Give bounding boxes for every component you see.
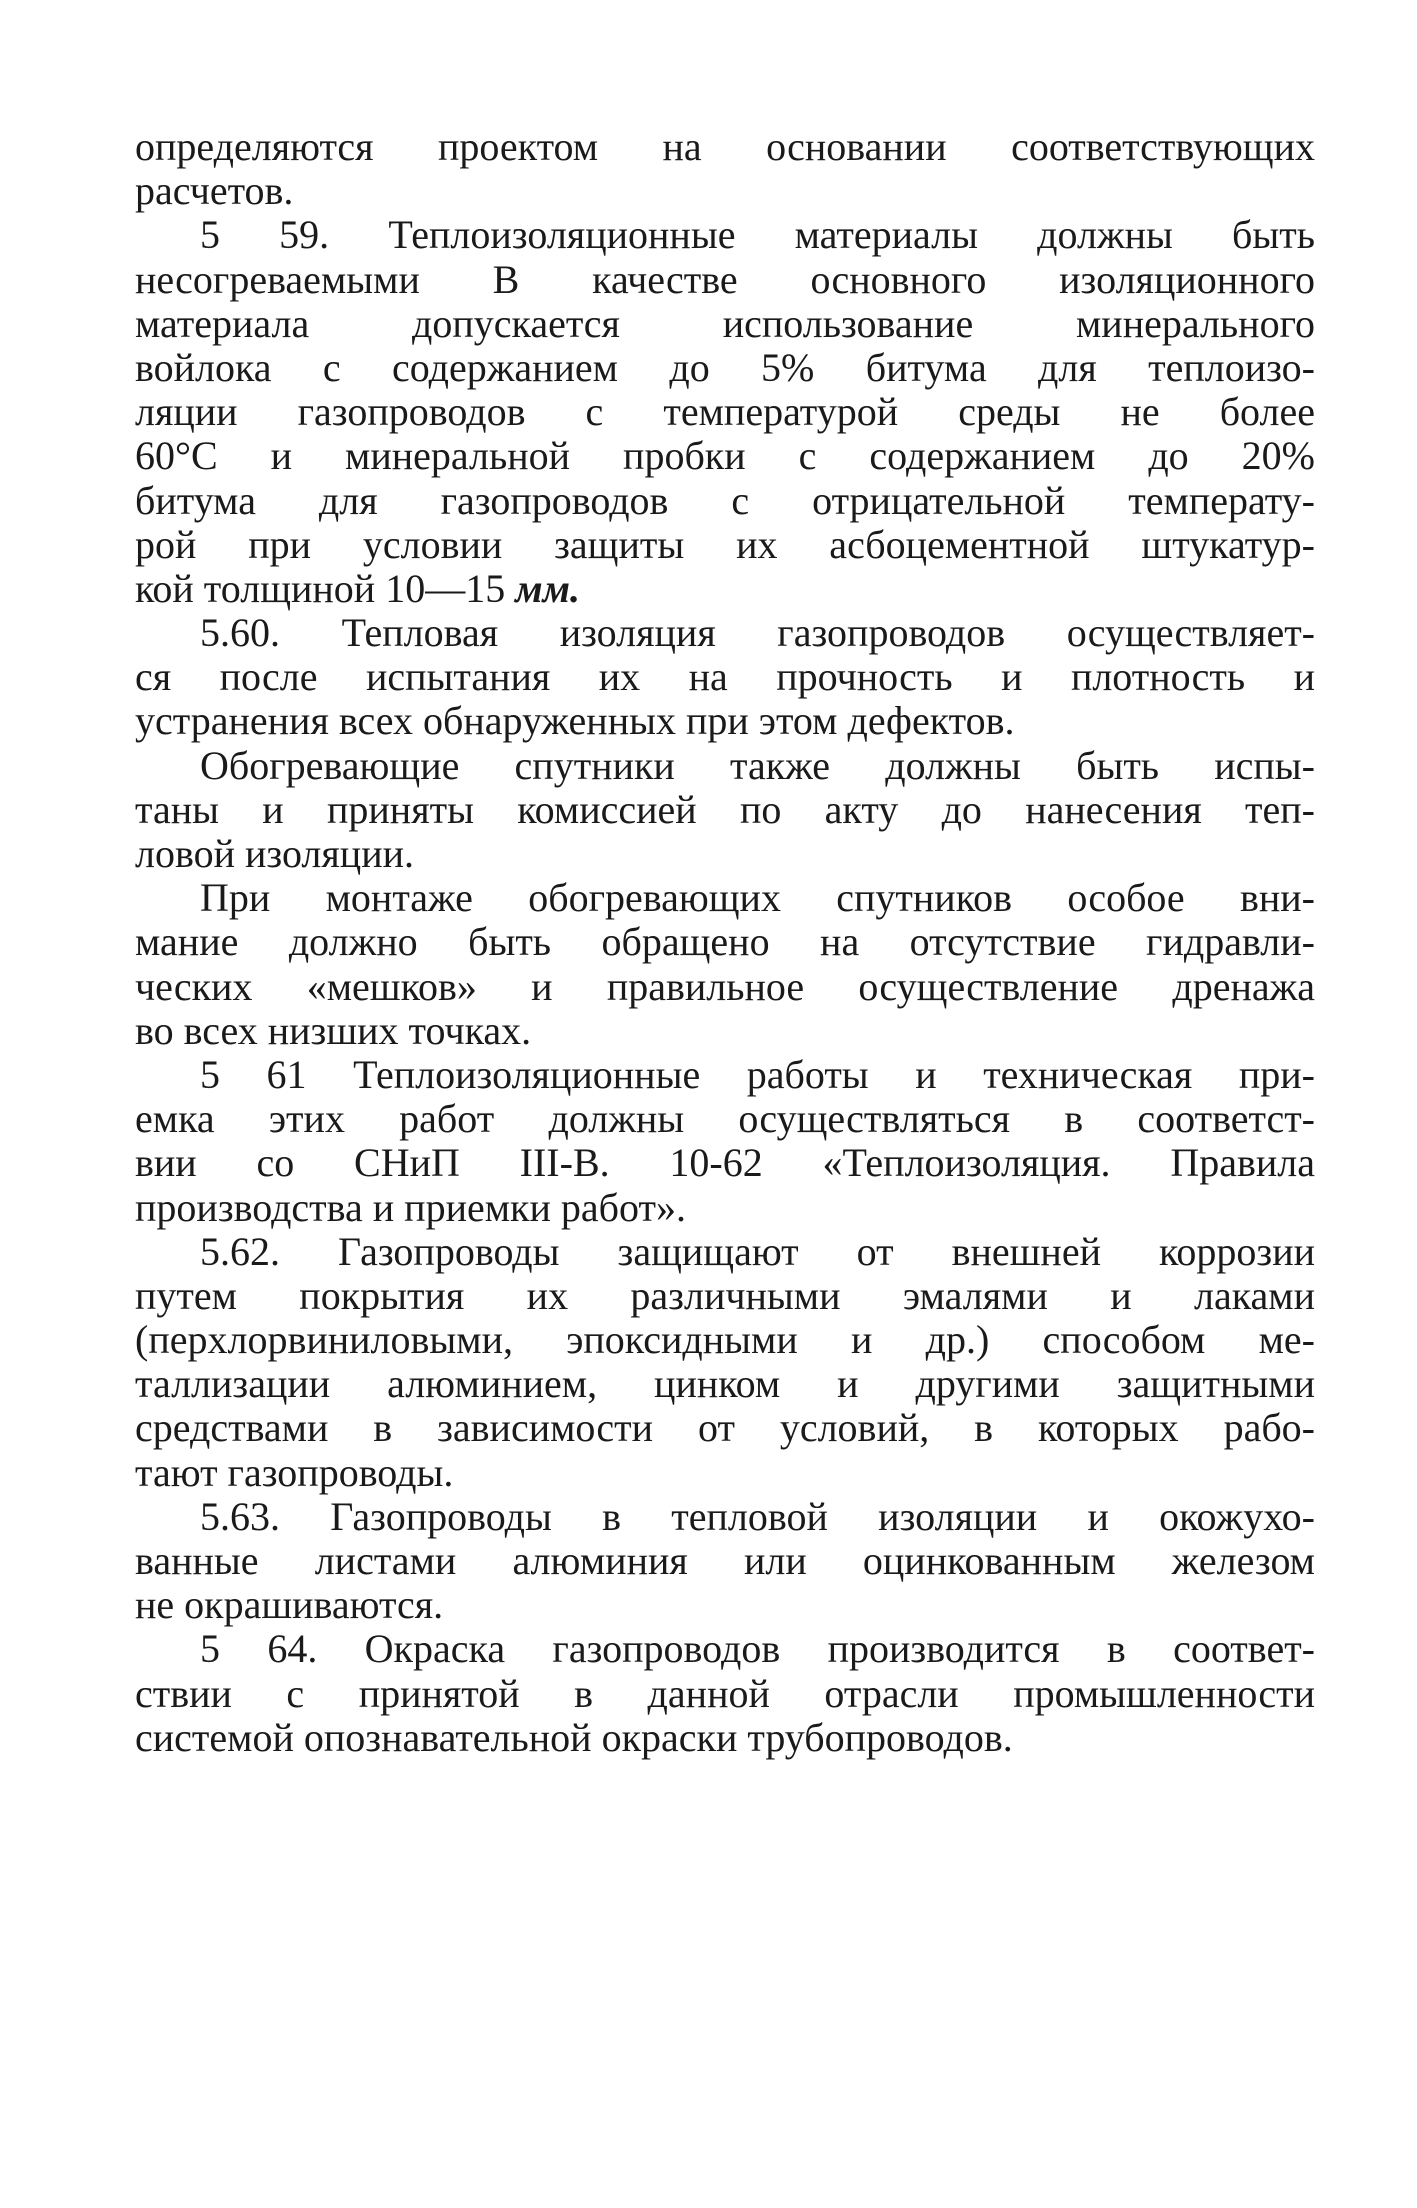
text-line: емка этих работ должны осуществляться в соответст-	[135, 1096, 1315, 1142]
text-line: 5.60. Тепловая изоляция газопроводов осуществляет-	[200, 610, 1315, 656]
text-line: вии со СНиП III-В. 10-62 «Теплоизоляция. Правила	[135, 1140, 1315, 1186]
text-line: 5 59. Теплоизоляционные материалы должны быть	[200, 212, 1315, 258]
paragraph-5-63	[135, 1495, 1315, 1628]
text-line: 60°С и минеральной пробки с содержанием до 20%	[135, 433, 1315, 479]
text-line: ляции газопроводов с температурой среды не более	[135, 389, 1315, 435]
text-line: битума для газопроводов с отрицательной температу-	[135, 477, 1315, 523]
text-line: ловой изоляции.	[135, 831, 415, 876]
paragraph-5-64	[135, 1627, 1315, 1760]
text-line: устранения всех обнаруженных при этом дефектов.	[135, 698, 1015, 744]
text-line: ческих «мешков» и правильное осуществление дренажа	[135, 963, 1315, 1009]
text-line: во всех низших точках.	[135, 1007, 532, 1053]
paragraph-5-61	[135, 1053, 1315, 1230]
paragraph-5-62	[135, 1230, 1315, 1495]
text-line: Обогревающие спутники также должны быть испы-	[200, 742, 1315, 788]
text-line: путем покрытия их различными эмалями и лаками	[135, 1272, 1315, 1318]
document-page	[135, 125, 1315, 1760]
text-line: 5 64. Окраска газопроводов производится в соответ-	[200, 1626, 1315, 1672]
text-line-segment: кой толщиной 10—15	[135, 565, 516, 611]
text-line: При монтаже обогревающих спутников особое вни-	[200, 875, 1315, 921]
text-line: материала допускается использование минерального	[135, 300, 1315, 346]
text-line: 5.63. Газопроводы в тепловой изоляции и окожухо-	[200, 1493, 1315, 1539]
text-line: системой опознавательной окраски трубопроводов.	[135, 1714, 1013, 1760]
text-line: расчетов.	[135, 168, 294, 214]
text-line: войлока с содержанием до 5% битума для теплоизо-	[135, 344, 1315, 390]
text-line: (перхлорвиниловыми, эпоксидными и др.) способом ме-	[135, 1317, 1315, 1363]
paragraph-5-60	[135, 611, 1315, 744]
paragraph-5-60-satellites	[135, 744, 1315, 877]
text-line: ся после испытания их на прочность и плотность и	[135, 654, 1315, 700]
text-line: тают газопроводы.	[135, 1449, 454, 1495]
text-line	[135, 567, 1315, 611]
paragraph-intro	[135, 125, 1315, 213]
text-line: средствами в зависимости от условий, в которых рабо-	[135, 1405, 1315, 1451]
text-line: таллизации алюминием, цинком и другими защитными	[135, 1361, 1315, 1407]
text-line: рой при условии защиты их асбоцементной штукатур-	[135, 521, 1315, 567]
unit-label: мм.	[515, 565, 581, 611]
text-line: 5 61 Теплоизоляционные работы и техническая при-	[200, 1051, 1315, 1097]
text-line: таны и приняты комиссией по акту до нанесения теп-	[135, 786, 1315, 832]
text-line: мание должно быть обращено на отсутствие гидравли-	[135, 919, 1315, 965]
text-line: ствии с принятой в данной отрасли промышленности	[135, 1670, 1315, 1716]
text-line: производства и приемки работ».	[135, 1184, 686, 1230]
paragraph-5-60-mounting	[135, 876, 1315, 1053]
text-line: несогреваемыми В качестве основного изоляционного	[135, 256, 1315, 302]
text-line: 5.62. Газопроводы защищают от внешней коррозии	[200, 1228, 1315, 1274]
text-line: не окрашиваются.	[135, 1582, 444, 1628]
paragraph-5-59	[135, 213, 1315, 611]
text-line: определяются проектом на основании соответствующих	[135, 124, 1315, 169]
text-line: ванные листами алюминия или оцинкованным железом	[135, 1538, 1315, 1583]
